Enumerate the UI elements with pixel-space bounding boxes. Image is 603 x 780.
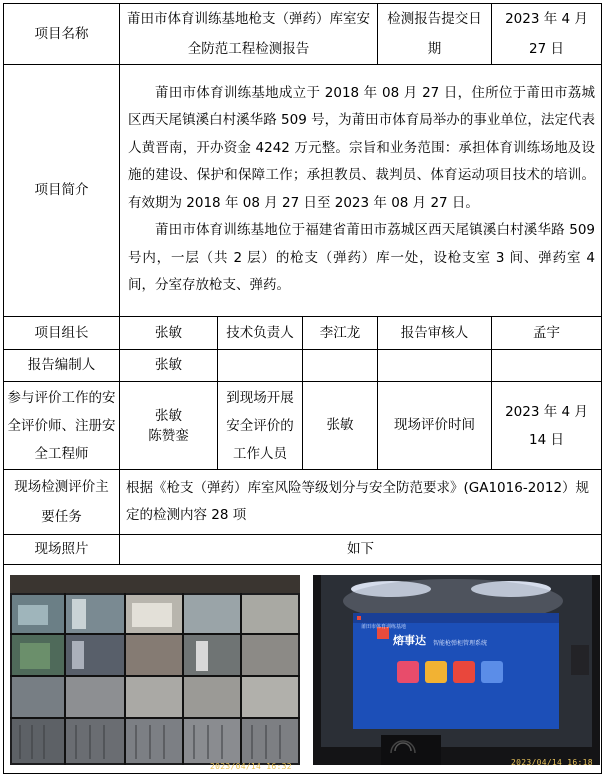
author-label: 报告编制人: [4, 350, 120, 382]
leader-label: 项目组长: [4, 317, 120, 350]
empty-cell: [378, 350, 492, 382]
intro-label: 项目简介: [4, 65, 120, 317]
task-label: 现场检测评价主要任务: [4, 470, 120, 535]
photos-header-row: [4, 535, 602, 565]
reviewer-value: 孟宇: [492, 317, 602, 350]
photos-label: 现场照片: [4, 535, 120, 565]
onsite-time-value: 2023 年 4 月 14 日: [492, 382, 602, 470]
right-photo-timestamp: 2023/04/14 16:18: [511, 758, 593, 767]
onsite-time-label: 现场评价时间: [378, 382, 492, 470]
evaluator-name: 张敏: [155, 407, 182, 424]
project-name-label: 项目名称: [4, 4, 120, 65]
evaluators-label: 参与评价工作的安全评价师、注册安全工程师: [4, 382, 120, 470]
empty-cell: [303, 350, 378, 382]
empty-cell: [492, 350, 602, 382]
photos-row: [4, 565, 602, 774]
tech-lead-value: 李江龙: [303, 317, 378, 350]
report-document: [3, 3, 601, 774]
intro-text: [120, 65, 602, 317]
task-row: [4, 470, 602, 535]
evaluator-names: [120, 382, 218, 470]
intro-paragraph-1: 莆田市体育训练基地成立于 2018 年 08 月 27 日，住所位于莆田市荔城区西天尾镇溪白村溪华路 509 号，为莆田市体育局举办的事业单位，法定代表人黄晋南，开办资金 4242 万元整。宗旨和业务范围：承担体育训练场地及设施的建设、保护和保障工作；承担教员、裁判员、体育运动项目技术的培训。有效期为 2018 年 08 月 27 日至 2023 年 08 月 27 日。: [128, 84, 595, 211]
cabinet-screen-image: [313, 575, 600, 765]
project-row: [4, 4, 602, 65]
report-date-value: 2023 年 4 月 27 日: [492, 4, 602, 65]
leader-value: 张敏: [120, 317, 218, 350]
report-table: [3, 3, 602, 774]
left-photo-timestamp: 2023/04/14 16:32: [210, 762, 292, 771]
screen-header-text: 莆田市体育训练基地: [361, 624, 407, 630]
photos-cell: [4, 565, 602, 774]
onsite-staff-value: 张敏: [303, 382, 378, 470]
photos-value: 如下: [120, 535, 602, 565]
screen-brand-text: 熔事达: [393, 634, 426, 647]
monitor-wall-photo: [10, 575, 300, 771]
project-name-value: 莆田市体育训练基地枪支（弹药）库室安全防范工程检测报告: [120, 4, 378, 65]
empty-cell: [218, 350, 303, 382]
author-value: 张敏: [120, 350, 218, 382]
intro-row: [4, 65, 602, 317]
screen-subtitle-text: 智能枪弹柜管理系统: [433, 640, 488, 647]
author-row: [4, 350, 602, 382]
onsite-staff-label: 到现场开展安全评价的工作人员: [218, 382, 303, 470]
evaluators-row: [4, 382, 602, 470]
cabinet-screen-photo: [313, 575, 600, 765]
monitor-wall-image: [10, 575, 300, 765]
tech-lead-label: 技术负责人: [218, 317, 303, 350]
team-row: [4, 317, 602, 350]
report-date-label: 检测报告提交日期: [378, 4, 492, 65]
intro-paragraph-2: 莆田市体育训练基地位于福建省莆田市荔城区西天尾镇溪白村溪华路 509 号内，一层（共 2 层）的枪支（弹药）库一处，设枪支室 3 间、弹药室 4 间，分室存放枪支、弹药。: [128, 222, 595, 293]
reviewer-label: 报告审核人: [378, 317, 492, 350]
task-value: 根据《枪支（弹药）库室风险等级划分与安全防范要求》(GA1016-2012）规定的检测内容 28 项: [120, 470, 602, 535]
evaluator-name: 陈赞銮: [148, 427, 189, 444]
